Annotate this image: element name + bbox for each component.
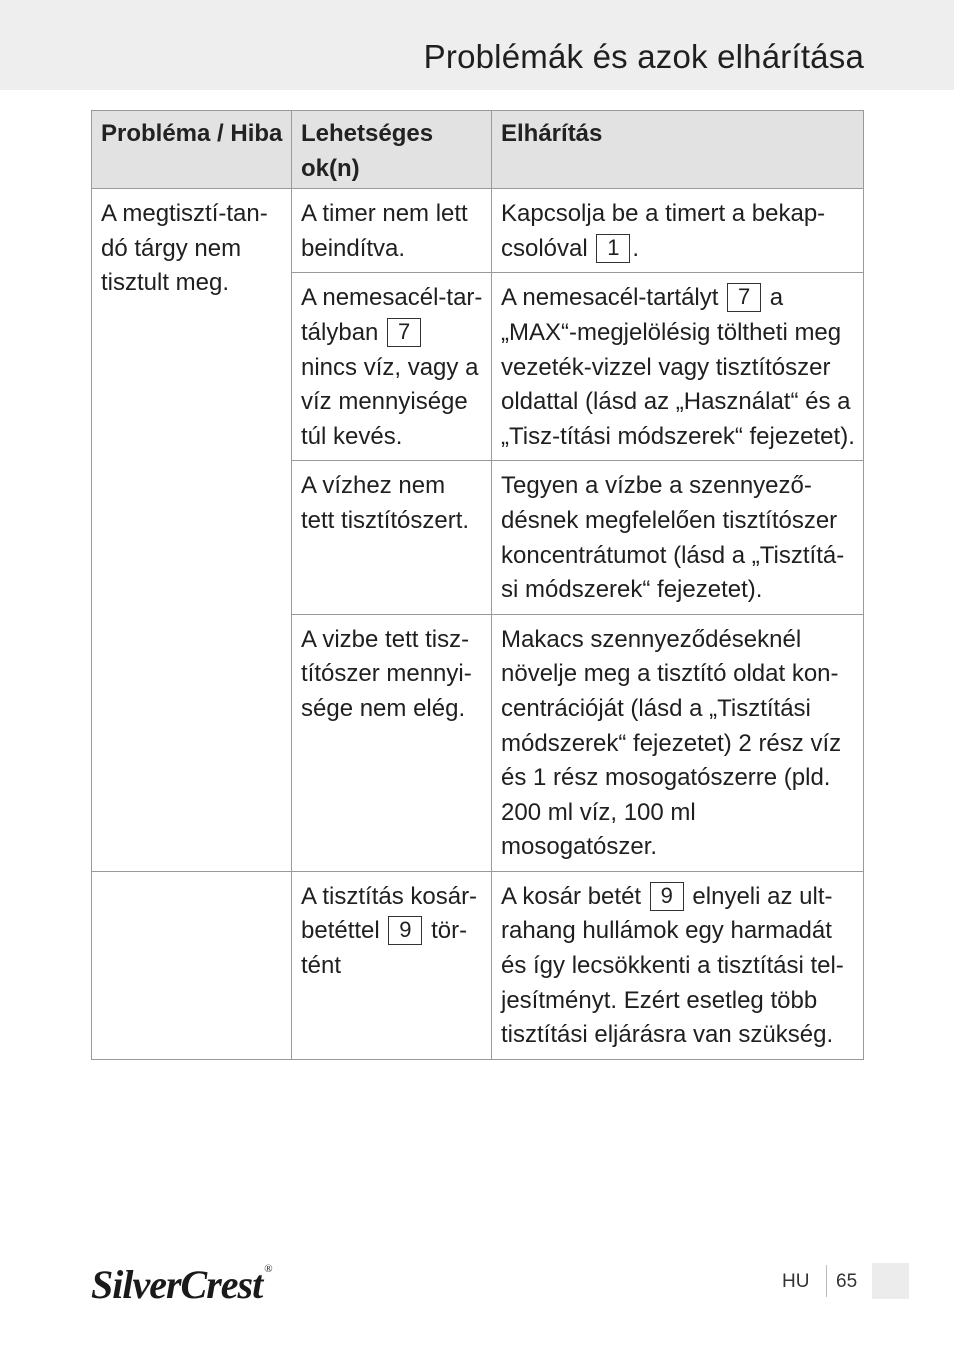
header-cause: Lehetséges ok(n): [292, 111, 492, 189]
cause-cell: [292, 273, 492, 461]
solution-text: A kosár betét: [501, 882, 648, 910]
solution-cell: Tegyen a vízbe a szennyező-désnek megfelelően tisztítószer koncentrátumot (lásd a „Tisztítá-si módszerek“ fejezetet).: [492, 461, 864, 614]
solution-text: elnyeli az ult-rahang hullámok egy harmadát és így lecsökkenti a tisztítási tel-jesítményt. Ezért esetleg több tisztítási eljárásra van szükség.: [501, 882, 844, 1049]
part-reference-box: 9: [388, 916, 422, 945]
solution-cell: [492, 273, 864, 461]
table-header-row: [92, 111, 864, 189]
part-reference-box: 7: [727, 283, 761, 312]
cause-cell: A timer nem lett beindítva.: [292, 189, 492, 273]
cause-cell: [292, 871, 492, 1059]
page-title: Problémák és azok elhárítása: [423, 38, 864, 75]
solution-cell: [492, 871, 864, 1059]
cause-text: A tisztítás kosár-betéttel: [301, 882, 478, 945]
cause-text: tör-tént: [301, 917, 468, 980]
footer-divider: [826, 1265, 827, 1297]
troubleshooting-table: [91, 110, 864, 1060]
solution-cell: [492, 189, 864, 273]
cause-text: nincs víz, vagy a víz mennyisége túl kevés.: [301, 353, 479, 450]
cause-cell: A vízhez nem tett tisztítószert.: [292, 461, 492, 614]
header-solution: Elhárítás: [492, 111, 864, 189]
part-reference-box: 1: [596, 234, 630, 263]
page-footer: [0, 1255, 954, 1315]
part-reference-box: 7: [387, 318, 421, 347]
brand-name: SilverCrest: [91, 1262, 263, 1307]
solution-text: a „MAX“-megjelölésig töltheti meg vezeték-vizzel vagy tisztítószer oldattal (lásd az „Használat“ és a „Tisz-títási módszerek“ fejezetet).: [501, 284, 855, 450]
part-reference-box: 9: [650, 882, 684, 911]
solution-text: .: [632, 234, 640, 262]
table-row: [92, 871, 864, 1059]
cause-text: A nemesacél-tar-tályban: [301, 284, 483, 346]
solution-text: A nemesacél-tartályt: [501, 284, 726, 312]
registered-mark: ®: [264, 1263, 272, 1275]
solution-cell: Makacs szennyeződéseknél növelje meg a tisztító oldat kon-centrációját (lásd a „Tisztítási módszerek“ fejezetet) 2 rész víz és 1 rész mosogatószerre (pld. 200 ml víz, 100 ml mosogatószer.: [492, 614, 864, 871]
corner-marker: [872, 1263, 909, 1299]
table-row: [92, 189, 864, 273]
brand-logo: [91, 1261, 272, 1308]
header-problem: Probléma / Hiba: [92, 111, 292, 189]
problem-cell-empty: [92, 871, 292, 1059]
page-number: 65: [836, 1271, 858, 1292]
language-code: HU: [782, 1271, 810, 1292]
solution-text: Kapcsolja be a timert a bekap-csolóval: [501, 200, 826, 262]
problem-cell: A megtisztí-tan-dó tárgy nem tisztult meg.: [92, 189, 292, 872]
cause-cell: A vizbe tett tisz-títószer mennyi-sége nem elég.: [292, 614, 492, 871]
